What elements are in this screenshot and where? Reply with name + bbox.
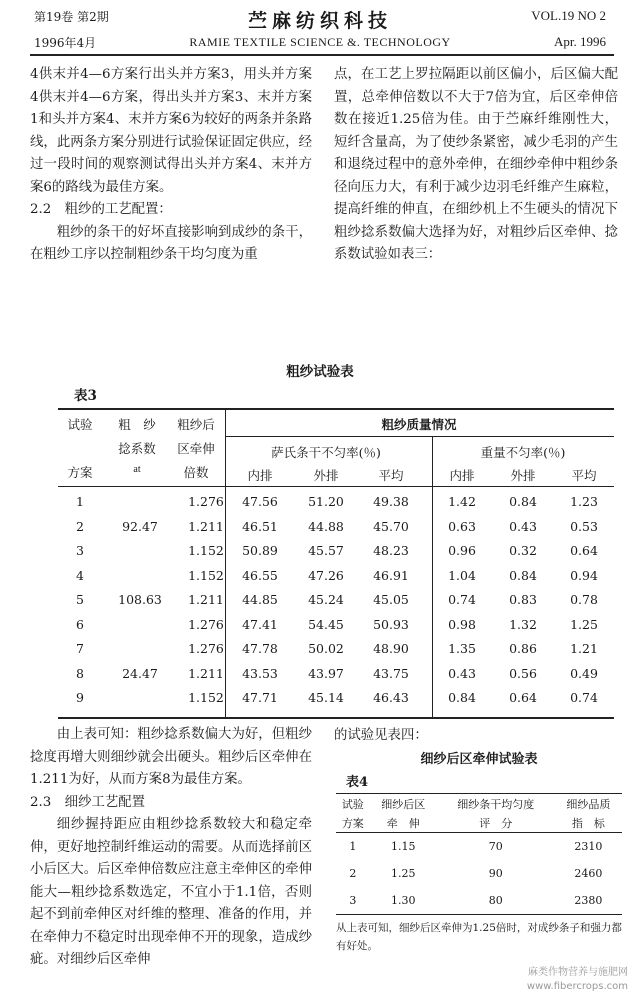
table-cell-value: 0.86 [509,641,537,656]
table-cell-scheme: 1 [76,494,84,509]
subheader: 外排 [510,468,536,483]
header-trial: 试验 [341,797,364,811]
table-cell-draft: 1.152 [188,690,224,705]
header-quality: 细纱品质 [566,797,611,811]
table-cell-value: 43.97 [308,665,344,681]
header-weight: 重量不匀率(％) [480,445,566,460]
table-cell-score: 80 [488,894,503,907]
header-trial: 试验 [67,417,93,432]
table4-label: 表4 [346,775,369,790]
table-cell-value: 1.25 [570,616,598,632]
table-rule-bottom [58,717,614,719]
right-column-top [334,64,618,267]
table-cell-value: 46.55 [242,567,278,583]
table-cell-value: 0.56 [509,665,537,681]
table-cell-value: 50.89 [242,543,278,558]
table-cell-draft: 1.276 [188,616,224,632]
table-row [336,833,622,861]
header-quality: 粗纱质量情况 [381,417,457,432]
table-cell-scheme: 5 [76,592,84,607]
table-cell-draft: 1.211 [188,592,224,607]
table-cell-draft: 1.30 [391,894,416,907]
table3-title: 粗纱试验表 [286,364,354,380]
table-cell-quality: 2460 [574,867,603,880]
table-cell-value: 0.64 [570,543,598,558]
left-column-bottom [30,724,312,972]
header-rule [30,54,614,56]
header-twist: 捻系数 [118,441,156,456]
table-cell-value: 0.49 [570,665,598,681]
table-cell-draft: 1.25 [391,867,416,880]
table-cell-draft: 1.152 [188,543,224,558]
volume-number: VOL.19 NO 2 [531,8,606,23]
paragraph: 由上表可知：粗纱捻系数偏大为好，但粗纱捻度再增大则细纱就会出硬头。粗纱后区牵伸在1.211为好，从而方案8为最佳方案。 [30,727,312,787]
table4-note: 从上表可知，细纱后区牵伸为1.25倍时，对成纱条子和强力都有好处。 [336,922,622,952]
table-row [336,860,622,887]
subheader: 内排 [449,468,475,483]
table-cell-value: 1.21 [570,641,598,656]
table-cell-value: 45.24 [308,592,344,607]
table-cell-value: 0.84 [509,494,537,509]
header-back-draft: 粗纱后 [177,417,215,432]
header-roving: 粗 纱 [118,417,156,432]
journal-title-en: RAMIE TEXTILE SCIENCE &. TECHNOLOGY [189,35,451,49]
watermark-line: 麻类作物营养与施肥网 [528,967,628,978]
table-cell-value: 46.91 [373,567,409,583]
table3 [58,408,614,718]
table-cell-value: 47.56 [242,494,278,509]
subheader: 平均 [571,468,597,483]
subheader: 内排 [247,468,273,483]
table4-title: 细纱后区牵伸试验表 [420,752,538,767]
table-cell-scheme: 6 [76,616,84,632]
table-cell-value: 0.43 [509,518,537,534]
table-cell-twist: 24.47 [122,665,158,681]
table-cell-value: 49.38 [373,494,409,509]
table-cell-value: 1.23 [570,494,598,509]
table-cell-value: 0.53 [570,518,598,534]
table-row [336,887,622,915]
paragraph: 粗纱的条干的好坏直接影响到成纱的条干，在粗纱工序以控制粗纱条干均匀度为重 [30,224,312,262]
header-scheme: 方案 [67,465,93,480]
table4 [336,793,622,955]
watermark [527,966,628,994]
table-cell-value: 0.96 [448,543,476,558]
section-heading-2-3: 2.3 细纱工艺配置 [30,794,146,810]
table-cell-draft: 1.211 [188,518,224,534]
table-cell-value: 0.98 [448,616,476,632]
table-cell-quality: 2310 [574,840,603,853]
table-cell-value: 43.75 [373,665,409,681]
table-cell-value: 0.78 [570,592,598,607]
issue-date: 1996年4月 [34,36,97,50]
table-cell-draft: 1.15 [391,840,416,853]
table-rule-header [58,486,614,487]
table-cell-value: 54.45 [308,616,344,632]
date-en: Apr. 1996 [554,34,606,49]
table-cell-value: 1.32 [509,616,537,632]
table-cell-value: 0.94 [570,567,598,583]
table-rule-quality [225,436,614,437]
table-cell-no: 2 [349,867,357,880]
table-cell-scheme: 4 [76,567,84,583]
table-cell-value: 44.88 [308,518,344,534]
table-cell-value: 50.93 [373,616,409,632]
header-scheme: 方案 [341,816,364,830]
subheader: 平均 [378,468,404,483]
paragraph: 4供末并4—6方案行出头并方案3，用头并方案4供末并4—6方案，得出头并方案3、末并方案1和头并方案4、末并方案6为较好的两条并条路线，此两条方案分别进行试验保证固定供应，经过一段时间的观察测试得出头并方案4、末并方案6的路线为最佳方案。 [30,67,312,195]
table-cell-value: 0.43 [448,665,476,681]
table-cell-value: 50.02 [308,641,344,656]
table-cell-value: 1.42 [448,494,476,509]
table-cell-draft: 1.152 [188,567,224,583]
table-cell-value: 47.41 [242,616,278,632]
header-draft: 牵 伸 [386,816,420,830]
table-cell-twist: 92.47 [122,518,158,534]
table3-label: 表3 [74,388,97,404]
table-cell-draft: 1.211 [188,665,224,681]
watermark-line: www.fibercrops.com [526,981,628,992]
table-cell-value: 48.90 [373,641,409,656]
table-divider-vertical [432,436,433,718]
table-cell-scheme: 9 [76,690,84,705]
table-divider-vertical [225,408,226,718]
paragraph: 细纱握持距应由粗纱捻系数较大和稳定牵伸，更好地控制纤维运动的需要。从而选择前区小后区大。后区牵伸倍数应注意主牵伸区的牵伸能大—粗纱捻系数选定，不宜小于1.1倍，否则起不到前牵伸区对纤维的整理、准备的作用，并在牵伸力不稳定时出现牵伸不开的现象，造成纱疵。对细纱后区牵伸 [30,817,312,967]
table-cell-value: 1.04 [448,567,476,583]
table-cell-value: 45.14 [308,690,344,705]
table-cell-value: 45.05 [373,592,409,607]
table-cell-value: 48.23 [373,543,409,558]
table-cell-value: 44.85 [242,592,278,607]
table-cell-twist: 108.63 [118,592,162,607]
table-cell-value: 0.63 [448,518,476,534]
paragraph: 点，在工艺上罗拉隔距以前区偏小，后区偏大配置，总牵伸倍数以不大于7倍为宜，后区牵伸倍数在接近1.25倍为佳。由于苎麻纤维刚性大，短纤含量高，为了使纱条紧密，减少毛羽的产生和退绕过程中的意外牵伸，在细纱牵伸中粗纱条径向压力大，有利于减少边羽毛纤维产生麻粒，提高纤维的伸直，在细纱机上不生硬头的情况下粗纱捻系数偏大选择为好，对粗纱后区牵伸、捻系数试验如表三： [334,67,618,262]
table-cell-value: 51.20 [308,494,344,509]
table-cell-value: 0.32 [509,543,537,558]
table-cell-value: 46.43 [373,690,409,705]
header-twist-unit: at [133,464,141,475]
table-cell-value: 0.74 [570,690,598,705]
table-cell-no: 1 [349,840,357,853]
table-cell-value: 47.26 [308,567,344,583]
table-cell-value: 0.74 [448,592,476,607]
table-cell-value: 1.35 [448,641,476,656]
table-cell-value: 46.51 [242,518,278,534]
table-cell-value: 45.70 [373,518,409,534]
table-cell-quality: 2380 [574,894,603,907]
table-cell-value: 47.71 [242,690,278,705]
table-cell-draft: 1.276 [188,494,224,509]
header-evenness: 细纱条干均匀度 [457,797,535,811]
table-cell-score: 90 [488,867,503,880]
header-score: 评 分 [479,816,513,830]
table-cell-scheme: 2 [76,518,84,534]
table-cell-value: 0.83 [509,592,537,607]
section-heading-2-2: 2.2 粗纱的工艺配置： [30,202,172,217]
table-rule-top [58,408,614,410]
header-back-draft: 细纱后区 [381,797,426,811]
table-cell-value: 0.64 [509,690,537,705]
left-column-top [30,64,312,267]
header-multiple: 倍数 [183,465,209,480]
table-cell-value: 0.84 [448,690,476,705]
subheader: 外排 [313,468,339,483]
table-cell-no: 3 [349,894,357,907]
table-cell-draft: 1.276 [188,641,224,656]
table-cell-value: 43.53 [242,665,278,681]
issue-number: 第19卷 第2期 [34,10,109,24]
table-cell-value: 0.84 [509,567,537,583]
table4-intro: 的试验见表四： [334,728,428,743]
journal-title-cn: 苎麻纺织科技 [247,10,392,32]
table-cell-value: 47.78 [242,641,278,656]
table-cell-scheme: 3 [76,543,84,558]
header-back-draft: 区牵伸 [177,441,215,456]
table-cell-scheme: 7 [76,641,84,656]
header-index: 指 标 [571,816,605,830]
table-cell-scheme: 8 [76,665,84,681]
table-cell-value: 45.57 [308,543,344,558]
header-evenness: 萨氏条干不匀率(％) [271,445,381,460]
table-cell-score: 70 [488,840,503,853]
